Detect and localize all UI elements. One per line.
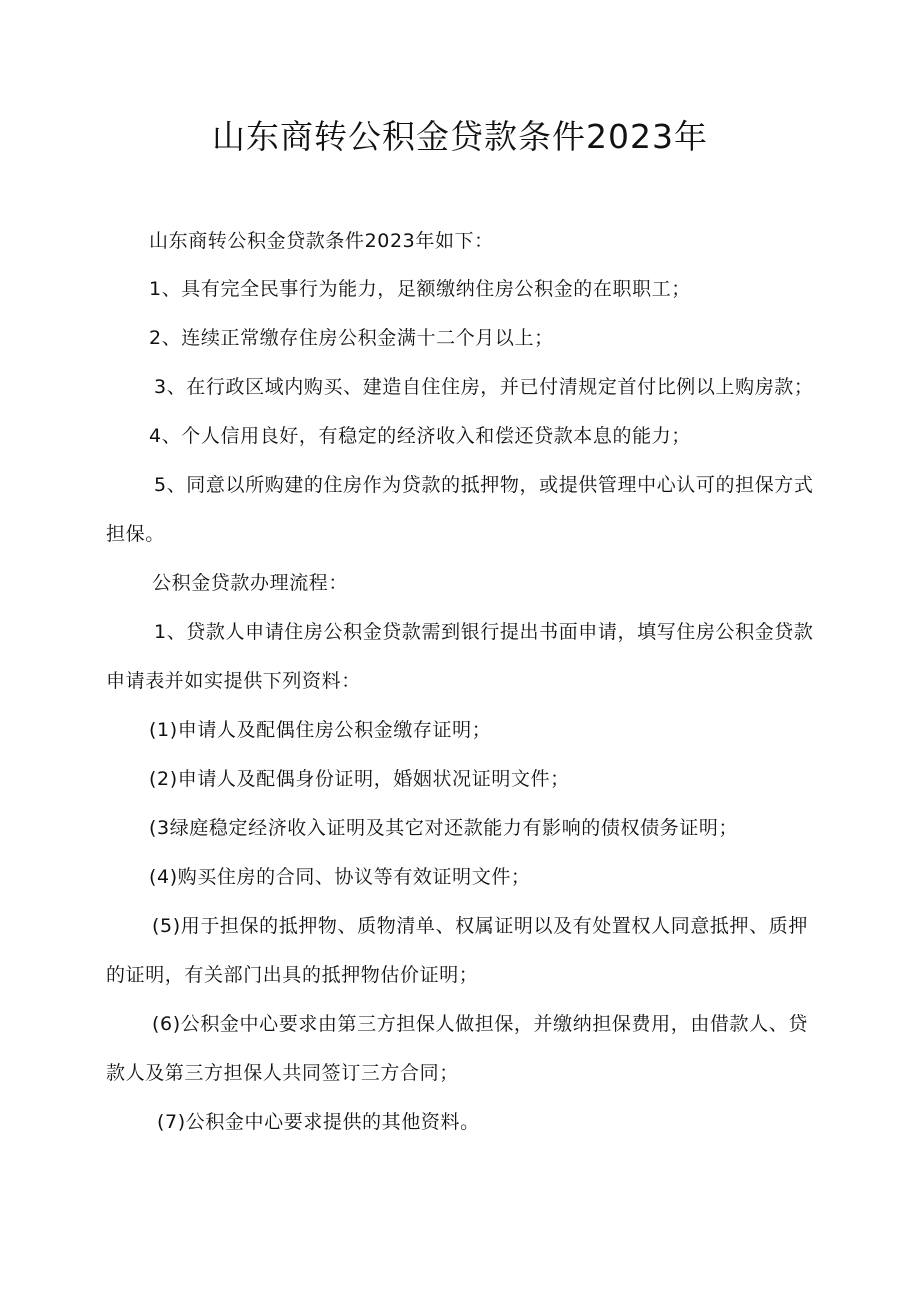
intro-paragraph: 山东商转公积金贷款条件2023年如下： <box>149 230 494 252</box>
condition-item-2: 2、连续正常缴存住房公积金满十二个月以上； <box>149 327 554 349</box>
material-item-3: (3绿庭稳定经济收入证明及其它对还款能力有影响的债权债务证明； <box>149 817 739 839</box>
condition-item-1: 1、具有完全民事行为能力，足额缴纳住房公积金的在职职工； <box>149 278 691 300</box>
condition-item-5: 5、同意以所购建的住房作为贷款的抵押物，或提供管理中心认可的担保方式 <box>154 474 814 496</box>
condition-item-3: 3、在行政区域内购买、建造自住住房，并已付清规定首付比例以上购房款； <box>154 376 814 398</box>
material-item-4: (4)购买住房的合同、协议等有效证明文件； <box>149 866 531 888</box>
condition-item-5-continued: 担保。 <box>106 523 165 545</box>
material-item-6-continued: 款人及第三方担保人共同签订三方合同； <box>106 1062 459 1084</box>
material-item-6: (6)公积金中心要求由第三方担保人做担保，并缴纳担保费用，由借款人、贷 <box>152 1013 808 1035</box>
material-item-2: (2)申请人及配偶身份证明，婚姻状况证明文件； <box>149 768 570 790</box>
material-item-7: (7)公积金中心要求提供的其他资料。 <box>157 1111 480 1133</box>
condition-item-4: 4、个人信用良好，有稳定的经济收入和偿还贷款本息的能力； <box>149 425 691 447</box>
process-step-1: 1、贷款人申请住房公积金贷款需到银行提出书面申请，填写住房公积金贷款 <box>154 621 814 643</box>
material-item-5-continued: 的证明，有关部门出具的抵押物估价证明； <box>106 964 479 986</box>
process-heading: 公积金贷款办理流程： <box>152 572 349 594</box>
document-title: 山东商转公积金贷款条件2023年 <box>212 117 708 156</box>
material-item-5: (5)用于担保的抵押物、质物清单、权属证明以及有处置权人同意抵押、质押 <box>152 915 808 937</box>
process-step-1-continued: 申请表并如实提供下列资料： <box>106 670 361 692</box>
material-item-1: (1)申请人及配偶住房公积金缴存证明； <box>149 719 492 741</box>
